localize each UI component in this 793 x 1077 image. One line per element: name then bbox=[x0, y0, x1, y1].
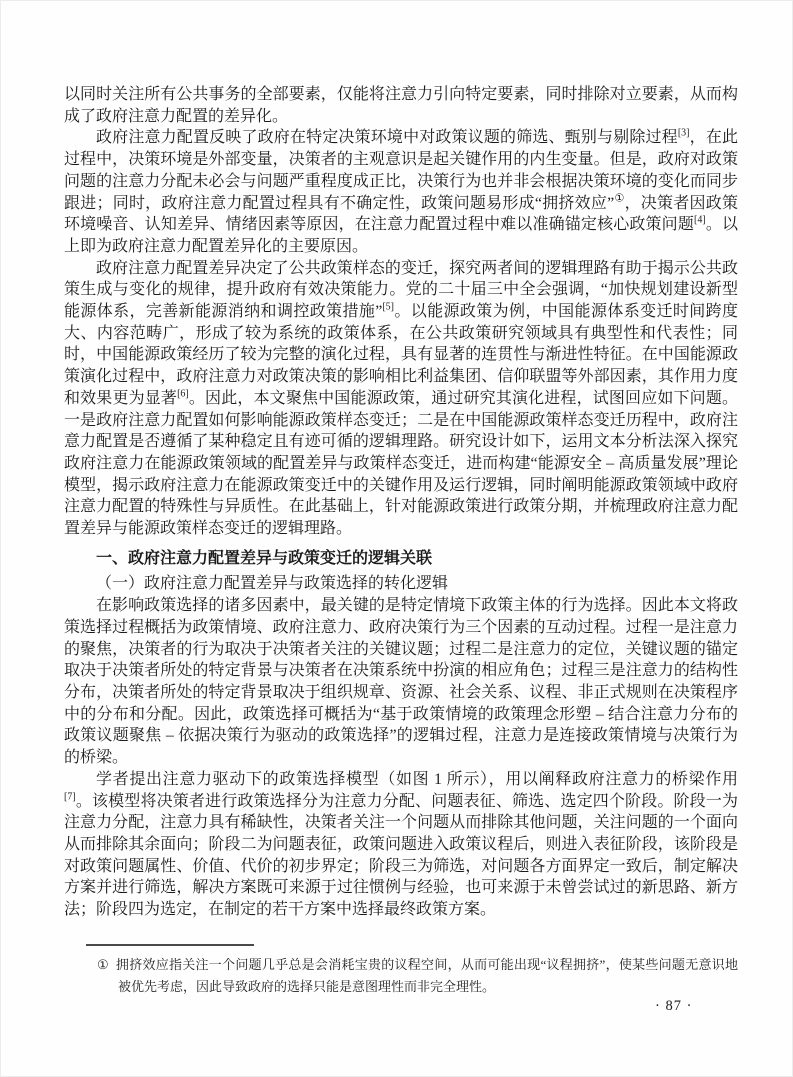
paragraph bbox=[64, 595, 738, 769]
page-number: · 87 · bbox=[655, 998, 693, 1014]
ref-marker-4: [4] bbox=[694, 214, 706, 226]
section-1-1-subheading: （一）政府注意力配置差异与政策选择的转化逻辑 bbox=[96, 575, 449, 593]
ref-marker-5: [5] bbox=[382, 301, 394, 313]
paragraph-text: 。以上即为政府注意力配置差异化的主要原因。 bbox=[64, 216, 738, 255]
body-text bbox=[64, 84, 738, 921]
footnote bbox=[97, 954, 738, 997]
paragraph-text: 。因此，本文聚焦中国能源政策，通过研究其演化进程，试图回应如下问题。一是政府注意力配置如何影响能源政策样态变迁；二是在中国能源政策样态变迁历程中，政府注意力配置是否遵循了某种稳定且有迹可循的逻辑理路。研究设计如下，运用文本分析法深入探究政府注意力在能源政策领域的配置差异与政策样态变迁，进而构建“能源安全 – 高质量发展”理论模型，揭示政府注意力在能源政策变迁中的关键作用及运行逻辑，同时阐明能源政策领域中政府注意力配置的特殊性与异质性。在此基础上，针对能源政策进行政策分期，并梳理政府注意力配置差异与能源政策样态变迁的逻辑理路。 bbox=[64, 389, 738, 538]
paragraph bbox=[64, 769, 738, 921]
paragraph-text: 以同时关注所有公共事务的全部要素，仅能将注意力引向特定要素，同时排除对立要素，从而构成了政府注意力配置的差异化。 bbox=[64, 86, 738, 125]
paragraph-text: 。该模型将决策者进行政策选择分为注意力分配、问题表征、筛选、选定四个阶段。阶段一为注意力分配，注意力具有稀缺性，决策者关注一个问题从而排除其他问题，关注问题的一个面向从而排除其余面向；阶段二为问题表征，政策问题进入政策议程后，则进入表征阶段，该阶段是对政策问题属性、价值、代价的初步界定；阶段三为筛选，对问题各方面界定一致后，制定解决方案并进行筛选，解决方案既可来源于过往惯例与经验，也可来源于未曾尝试过的新思路、新方法；阶段四为选定，在制定的若干方案中选择最终政策方案。 bbox=[64, 792, 738, 919]
paragraph-text: 。以能源政策为例，中国能源体系变迁时间跨度大、内容范畴广，形成了较为系统的政策体系，在公共政策研究领域具有典型性和代表性；同时，中国能源政策经历了较为完整的演化过程，具有显著的连贯性与渐进性特征。在中国能源政策演化过程中，政府注意力对政策决策的影响相比利益集团、信仰联盟等外部因素，其作用力度和效果更为显著 bbox=[64, 303, 738, 407]
paragraph-text: 在影响政策选择的诸多因素中，最关键的是特定情境下政策主体的行为选择。因此本文将政策选择过程概括为政策情境、政府注意力、政府决策行为三个因素的互动过程。过程一是注意力的聚焦，决策者的行为取决于决策者关注的关键议题；过程二是注意力的定位，关键议题的锚定取决于决策者所处的特定背景与决策者在决策系统中扮演的相应角色；过程三是注意力的结构性分布，决策者所处的特定背景取决于组织规章、资源、社会关系、议程、非正式规则在决策程序中的分布和分配。因此，政策选择可概括为“基于政策情境的政策理念形塑 – 结合注意力分布的政策议题聚焦 – 依据决策行为驱动的政策选择”的逻辑过程，注意力是连接政策情境与决策行为的桥梁。 bbox=[64, 597, 738, 767]
paragraph-continuation bbox=[64, 84, 738, 127]
ref-marker-6: [6] bbox=[177, 388, 189, 400]
ref-marker-7: [7] bbox=[64, 791, 76, 803]
footnote-separator-rule bbox=[86, 944, 254, 946]
paragraph-text: 政府注意力配置差异决定了公共政策样态的变迁，探究两者间的逻辑理路有助于揭示公共政策生成与变化的规律，提升政府有效决策能力。党的二十届三中全会强调，“加快规划建设新型能源体系，完善新能源消纳和调控政策措施” bbox=[64, 259, 738, 321]
section-1-heading: 一、政府注意力配置差异与政策变迁的逻辑关联 bbox=[96, 549, 433, 567]
ref-marker-3: [3] bbox=[677, 128, 690, 140]
paragraph bbox=[64, 127, 738, 257]
paragraph-text: 学者提出注意力驱动下的政策选择模型（如图 1 所示），用以阐释政府注意力的桥梁作用 bbox=[96, 770, 738, 788]
paragraph-text: 政府注意力配置反映了政府在特定决策环境中对政策议题的筛选、甄别与剔除过程 bbox=[96, 129, 678, 147]
paragraph-text: ，决策者因政策环境噪音、认知差异、情绪因素等原因，在注意力配置过程中难以准确锚定核心政策问题 bbox=[64, 194, 738, 234]
paragraph bbox=[64, 258, 738, 540]
footnote-text: 拥挤效应指关注一个问题几乎总是会消耗宝贵的议程空间，从而可能出现“议程拥挤”，使某些问题无意识地被优先考虑，因此导致政府的选择只能是意图理性而非完全理性。 bbox=[115, 957, 738, 994]
paragraph-text: ，在此过程中，决策环境是外部变量，决策者的主观意识是起关键作用的内生变量。但是，政府对政策问题的注意力分配未必会与问题严重程度成正比，决策行为也并非会根据决策环境的变化而同步跟进；同时，政府注意力配置过程具有不确定性，政策问题易形成“拥挤效应” bbox=[64, 129, 738, 212]
footnote-ref-1-icon: ① bbox=[614, 192, 625, 205]
footnote-marker-1: ① bbox=[97, 957, 109, 972]
